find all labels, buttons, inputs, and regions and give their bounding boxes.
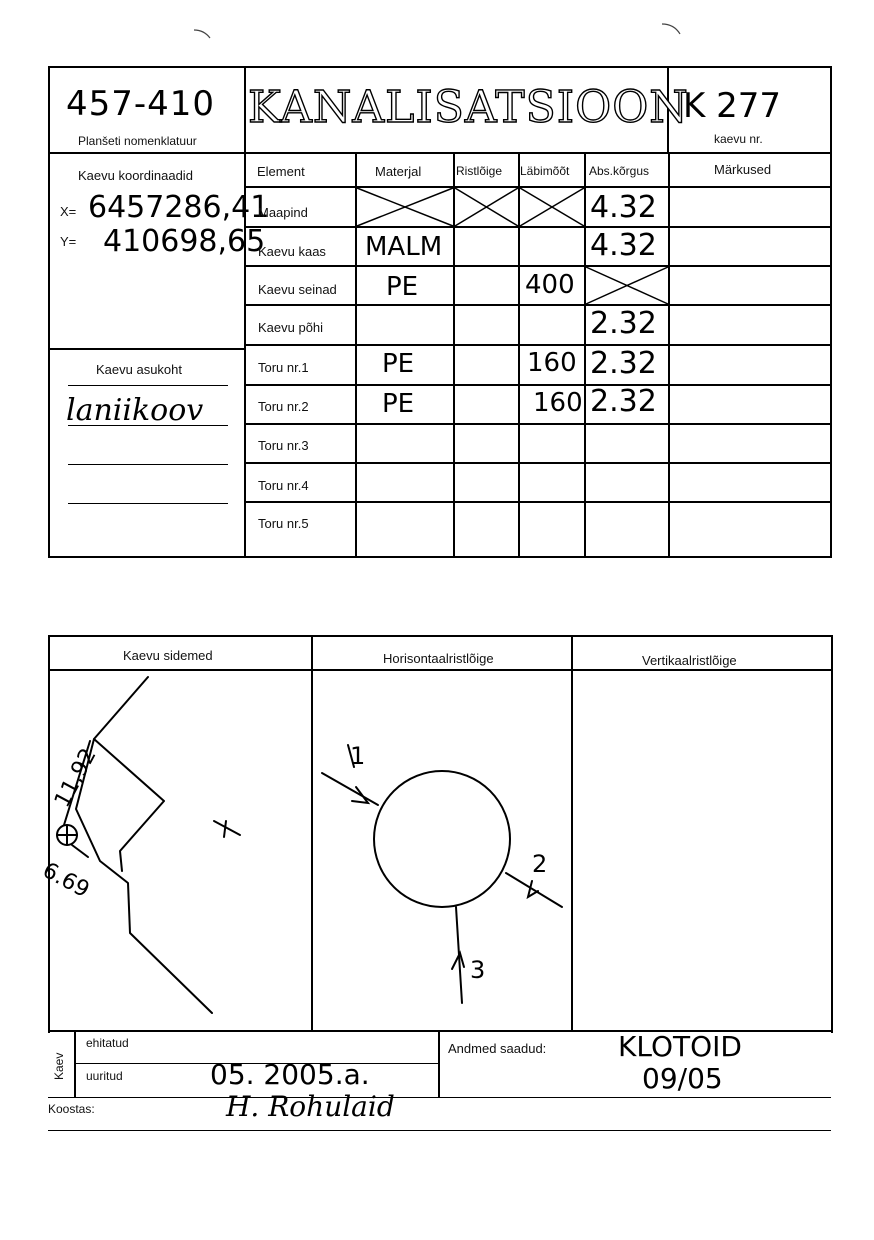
well-number: K 277 xyxy=(683,86,781,126)
row-element: Kaevu põhi xyxy=(258,320,324,335)
data-received-date: 09/05 xyxy=(642,1062,723,1095)
row-height: 2.32 xyxy=(590,346,657,381)
row-material: MALM xyxy=(365,232,443,262)
row-element: Toru nr.1 xyxy=(258,360,309,375)
location-label: Kaevu asukoht xyxy=(96,362,183,377)
scan-marks xyxy=(0,0,874,60)
header-height: Abs.kõrgus xyxy=(589,164,650,178)
x-coordinate: 6457286,41 xyxy=(88,190,270,225)
horizontal-section-label: Horisontaalristlõige xyxy=(383,651,494,666)
pipe-1-label: 1 xyxy=(350,742,366,770)
built-label: ehitatud xyxy=(86,1036,129,1050)
row-element: Toru nr.5 xyxy=(258,516,309,531)
side-label: Kaev xyxy=(52,1052,66,1080)
x-prefix: X= xyxy=(60,204,77,219)
compiled-by: H. Rohulaid xyxy=(226,1090,395,1123)
row-diameter: 160 xyxy=(527,348,577,378)
header-section: Ristlõige xyxy=(456,164,503,178)
plansheet-number: 457-410 xyxy=(66,84,216,124)
row-material: PE xyxy=(382,349,415,379)
tie-distance-1: 11,92 xyxy=(50,744,102,812)
row-diameter: 160 xyxy=(533,388,583,418)
ties-sketch xyxy=(50,671,310,1031)
vertical-section-label: Vertikaalristlõige xyxy=(642,653,737,668)
header-diameter: Läbimõõt xyxy=(520,164,570,178)
plansheet-label: Planšeti nomenklatuur xyxy=(78,134,197,148)
data-received-source: KLOTOID xyxy=(618,1030,742,1063)
row-element: Kaevu seinad xyxy=(258,282,337,297)
compiled-label: Koostas: xyxy=(48,1102,95,1116)
data-received-label: Andmed saadud: xyxy=(448,1041,547,1056)
row-element: Toru nr.2 xyxy=(258,399,309,414)
form-title: KANALISATSIOON xyxy=(248,82,689,133)
row-height: 2.32 xyxy=(590,306,657,341)
row-height: 2.32 xyxy=(590,384,657,419)
header-material: Materjal xyxy=(375,164,422,179)
tie-distance-2: 6.69 xyxy=(38,858,94,904)
row-element: Toru nr.3 xyxy=(258,438,309,453)
row-element: Maapind xyxy=(258,205,308,220)
location-value: laniikoov xyxy=(66,393,204,428)
y-prefix: Y= xyxy=(60,234,77,249)
row-diameter: 400 xyxy=(525,270,575,300)
coordinates-label: Kaevu koordinaadid xyxy=(78,168,193,183)
row-material: PE xyxy=(386,272,419,302)
header-notes: Märkused xyxy=(714,162,772,177)
row-material: PE xyxy=(382,389,415,419)
row-height: 4.32 xyxy=(590,190,657,225)
well-number-label: kaevu nr. xyxy=(714,132,763,146)
row-element: Toru nr.4 xyxy=(258,478,309,493)
header-element: Element xyxy=(257,164,305,179)
pipe-2-label: 2 xyxy=(532,850,548,878)
surveyed-date: 05. 2005.a. xyxy=(210,1058,370,1091)
row-element: Kaevu kaas xyxy=(258,244,326,259)
pipe-3-label: 3 xyxy=(470,956,486,984)
row-height: 4.32 xyxy=(590,228,657,263)
surveyed-label: uuritud xyxy=(86,1069,123,1083)
well-circle xyxy=(374,771,510,907)
ties-label: Kaevu sidemed xyxy=(123,648,213,663)
y-coordinate: 410698,65 xyxy=(103,224,266,259)
